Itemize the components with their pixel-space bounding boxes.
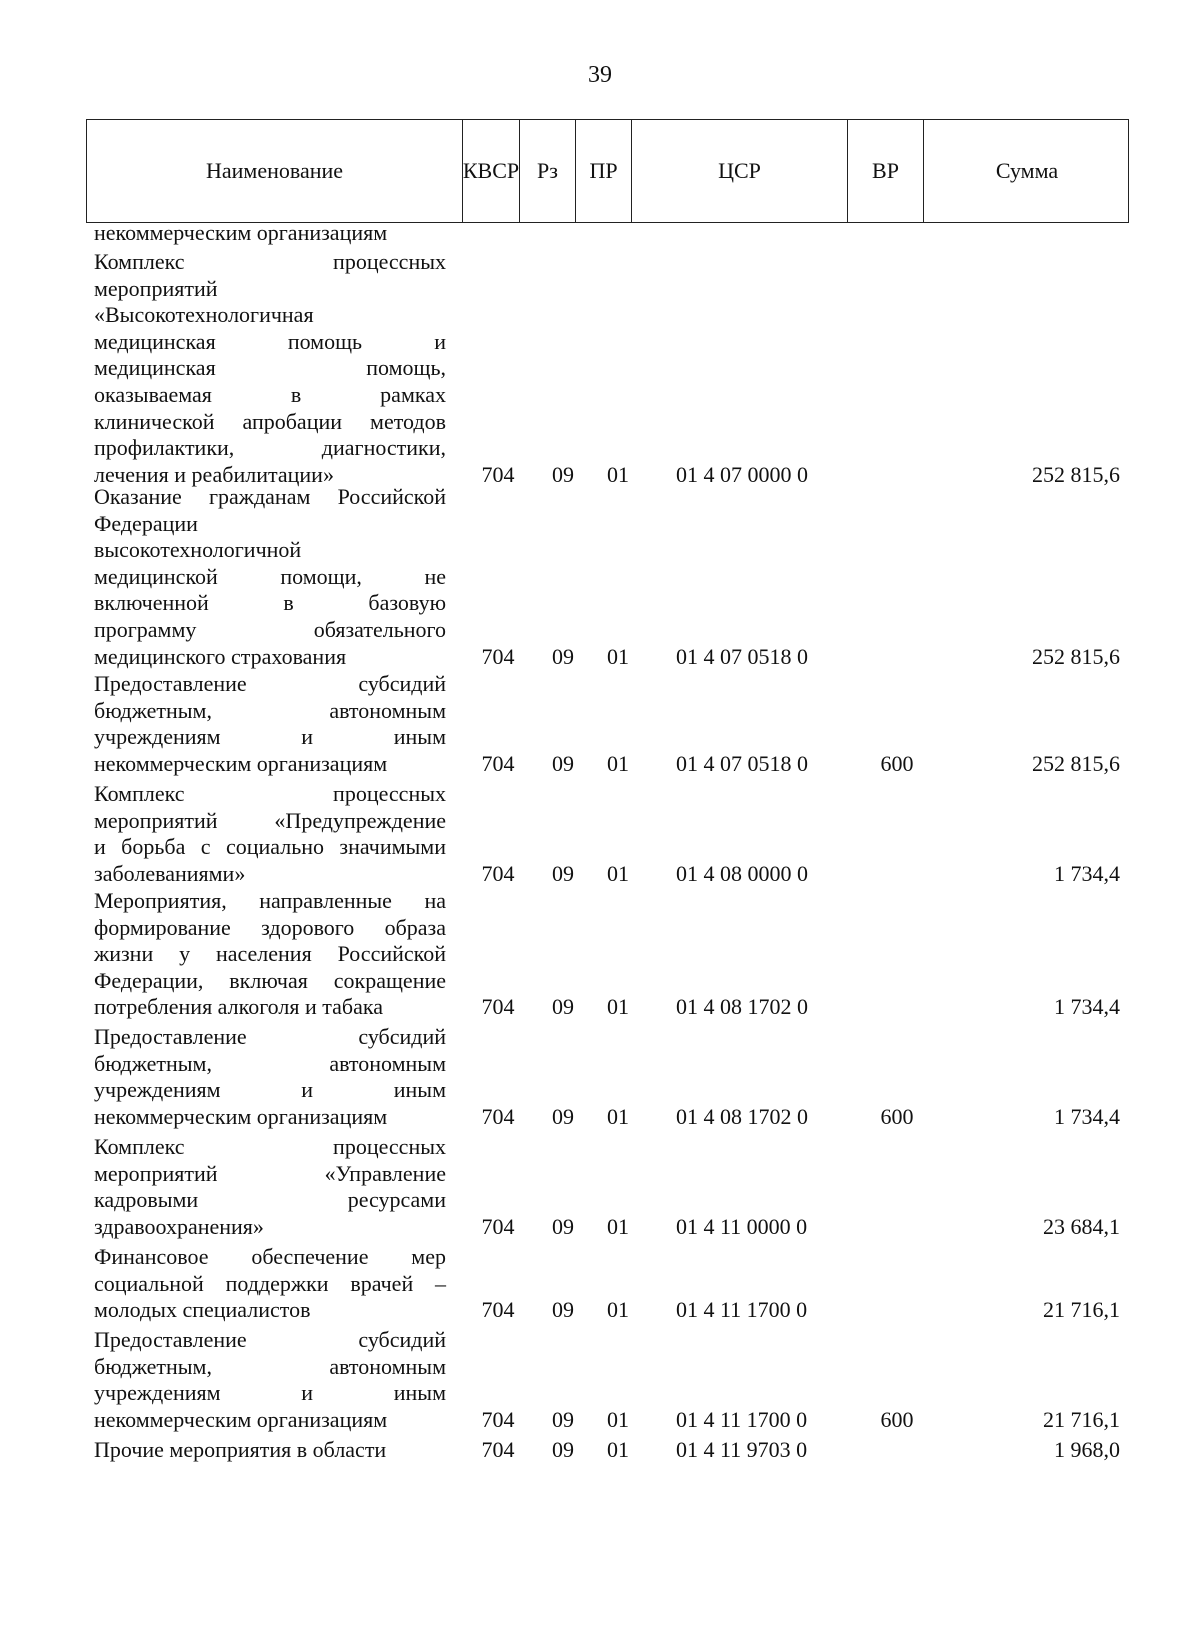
row-rz: 09 bbox=[552, 461, 574, 487]
row-name bbox=[94, 1134, 446, 1240]
header-csr: ЦСР bbox=[632, 120, 848, 222]
row-name-line: Финансовое обеспечение мер bbox=[94, 1244, 446, 1269]
row-name-line: и борьба с социально значимыми bbox=[94, 834, 446, 860]
row-sum: 21 716,1 bbox=[1043, 1297, 1120, 1323]
row-name-line: Комплекс процессных bbox=[94, 781, 446, 806]
row-kvsr: 704 bbox=[481, 1213, 515, 1239]
row-kvsr: 704 bbox=[481, 643, 515, 669]
row-sum: 21 716,1 bbox=[1043, 1406, 1120, 1432]
row-csr: 01 4 07 0518 0 bbox=[676, 750, 808, 776]
row-name-line: бюджетным, автономным bbox=[94, 1353, 446, 1379]
row-sum: 252 815,6 bbox=[1032, 750, 1120, 776]
row-csr: 01 4 08 1702 0 bbox=[676, 1103, 808, 1129]
row-name bbox=[94, 1437, 446, 1464]
row-pr: 01 bbox=[607, 1437, 629, 1462]
row-csr: 01 4 08 1702 0 bbox=[676, 994, 808, 1020]
row-name bbox=[94, 1244, 446, 1324]
row-vr: 600 bbox=[880, 1406, 914, 1432]
row-name-line: оказываемая в рамках bbox=[94, 381, 446, 407]
row-rz: 09 bbox=[552, 1406, 574, 1432]
row-pr: 01 bbox=[607, 994, 629, 1020]
row-rz: 09 bbox=[552, 1103, 574, 1129]
row-rz: 09 bbox=[552, 994, 574, 1020]
row-rz: 09 bbox=[552, 643, 574, 669]
row-pr: 01 bbox=[607, 1213, 629, 1239]
row-name-line: медицинская помощь, bbox=[94, 355, 446, 381]
row-name-line: Предоставление субсидий bbox=[94, 1024, 446, 1049]
row-name bbox=[94, 220, 446, 247]
row-pr: 01 bbox=[607, 1297, 629, 1323]
row-rz: 09 bbox=[552, 750, 574, 776]
row-name-line: мероприятий «Управление bbox=[94, 1160, 446, 1186]
row-kvsr: 704 bbox=[481, 860, 515, 886]
row-rz: 09 bbox=[552, 860, 574, 886]
row-kvsr: 704 bbox=[481, 1437, 515, 1462]
row-name-line: некоммерческим организациям bbox=[94, 750, 388, 776]
row-kvsr: 704 bbox=[481, 750, 515, 776]
row-name-line: медицинская помощь и bbox=[94, 328, 446, 354]
header-pr: ПР bbox=[576, 120, 632, 222]
row-name-line: Предоставление субсидий bbox=[94, 671, 446, 696]
row-kvsr: 704 bbox=[481, 1406, 515, 1432]
header-sum: Сумма bbox=[995, 158, 1059, 183]
row-vr: 600 bbox=[880, 1103, 914, 1129]
row-csr: 01 4 07 0000 0 bbox=[676, 461, 808, 487]
row-name-line: некоммерческим организациям bbox=[94, 1406, 388, 1432]
row-name-line: клинической апробации методов bbox=[94, 408, 446, 434]
row-name-line: здравоохранения» bbox=[94, 1213, 264, 1239]
row-name-line: некоммерческим организациям bbox=[94, 220, 388, 245]
row-name-line: Прочие мероприятия в области bbox=[94, 1437, 387, 1462]
row-csr: 01 4 11 9703 0 bbox=[676, 1437, 808, 1462]
row-sum: 252 815,6 bbox=[1032, 461, 1120, 487]
row-sum: 23 684,1 bbox=[1043, 1213, 1120, 1239]
row-name bbox=[94, 1024, 446, 1130]
row-pr: 01 bbox=[607, 860, 629, 886]
row-name-line: профилактики, диагностики, bbox=[94, 435, 446, 461]
row-name-line: потребления алкоголя и табака bbox=[94, 994, 383, 1020]
row-csr: 01 4 11 0000 0 bbox=[676, 1213, 808, 1239]
row-name-line: формирование здорового образа bbox=[94, 914, 446, 940]
row-name-line: медицинского страхования bbox=[94, 643, 347, 669]
row-csr: 01 4 11 1700 0 bbox=[676, 1406, 808, 1432]
row-name-line: Комплекс процессных bbox=[94, 249, 446, 274]
row-vr: 600 bbox=[880, 750, 914, 776]
row-rz: 09 bbox=[552, 1213, 574, 1239]
page-number: 39 bbox=[588, 62, 612, 88]
row-name-line: молодых специалистов bbox=[94, 1297, 311, 1323]
row-name-line: Оказание гражданам Российской bbox=[94, 484, 446, 509]
row-rz: 09 bbox=[552, 1437, 574, 1462]
row-rz: 09 bbox=[552, 1297, 574, 1323]
row-name-line: включенной в базовую bbox=[94, 590, 446, 616]
header-kvsr: КВСР bbox=[463, 120, 520, 222]
header-rz: Рз bbox=[520, 120, 576, 222]
row-name-line: бюджетным, автономным bbox=[94, 697, 446, 723]
header-name: Наименование bbox=[87, 120, 463, 222]
row-kvsr: 704 bbox=[481, 461, 515, 487]
row-name-line: мероприятий «Предупреждение bbox=[94, 807, 446, 833]
row-kvsr: 704 bbox=[481, 1297, 515, 1323]
row-name bbox=[94, 249, 446, 488]
row-name-line: учреждениям и иным bbox=[94, 1380, 446, 1406]
row-name bbox=[94, 781, 446, 887]
row-name-line: кадровыми ресурсами bbox=[94, 1187, 446, 1213]
row-name bbox=[94, 888, 446, 1021]
row-name-line: некоммерческим организациям bbox=[94, 1103, 388, 1129]
row-csr: 01 4 07 0518 0 bbox=[676, 643, 808, 669]
row-name-line: Комплекс процессных bbox=[94, 1134, 446, 1159]
row-kvsr: 704 bbox=[481, 994, 515, 1020]
row-name-line: медицинской помощи, не bbox=[94, 563, 446, 589]
row-name-line: Мероприятия, направленные на bbox=[94, 888, 446, 913]
row-name-line: учреждениям и иным bbox=[94, 724, 446, 750]
row-pr: 01 bbox=[607, 1406, 629, 1432]
row-name-line: лечения и реабилитации» bbox=[94, 461, 334, 487]
table-header bbox=[86, 119, 1129, 223]
row-sum: 1 734,4 bbox=[1054, 860, 1120, 886]
row-sum: 1 734,4 bbox=[1054, 994, 1120, 1020]
row-name-line: программу обязательного bbox=[94, 616, 446, 642]
row-name-line: социальной поддержки врачей – bbox=[94, 1270, 446, 1296]
row-name bbox=[94, 671, 446, 777]
row-name-line: Федерации, включая сокращение bbox=[94, 967, 446, 993]
row-name-line: Предоставление субсидий bbox=[94, 1327, 446, 1352]
header-vr: ВР bbox=[848, 120, 924, 222]
row-name bbox=[94, 484, 446, 670]
row-name-line: учреждениям и иным bbox=[94, 1077, 446, 1103]
row-csr: 01 4 11 1700 0 bbox=[676, 1297, 808, 1323]
row-kvsr: 704 bbox=[481, 1103, 515, 1129]
row-pr: 01 bbox=[607, 750, 629, 776]
row-name-line: «Высокотехнологичная bbox=[94, 302, 314, 328]
row-sum: 1 968,0 bbox=[1054, 1437, 1120, 1462]
row-pr: 01 bbox=[607, 1103, 629, 1129]
row-sum: 1 734,4 bbox=[1054, 1103, 1120, 1129]
row-pr: 01 bbox=[607, 461, 629, 487]
row-name-line: Федерации bbox=[94, 510, 198, 536]
row-name bbox=[94, 1327, 446, 1433]
row-pr: 01 bbox=[607, 643, 629, 669]
row-csr: 01 4 08 0000 0 bbox=[676, 860, 808, 886]
row-name-line: жизни у населения Российской bbox=[94, 941, 446, 967]
row-name-line: мероприятий bbox=[94, 275, 218, 301]
row-name-line: высокотехнологичной bbox=[94, 537, 302, 563]
row-sum: 252 815,6 bbox=[1032, 643, 1120, 669]
row-name-line: заболеваниями» bbox=[94, 860, 246, 886]
row-name-line: бюджетным, автономным bbox=[94, 1050, 446, 1076]
